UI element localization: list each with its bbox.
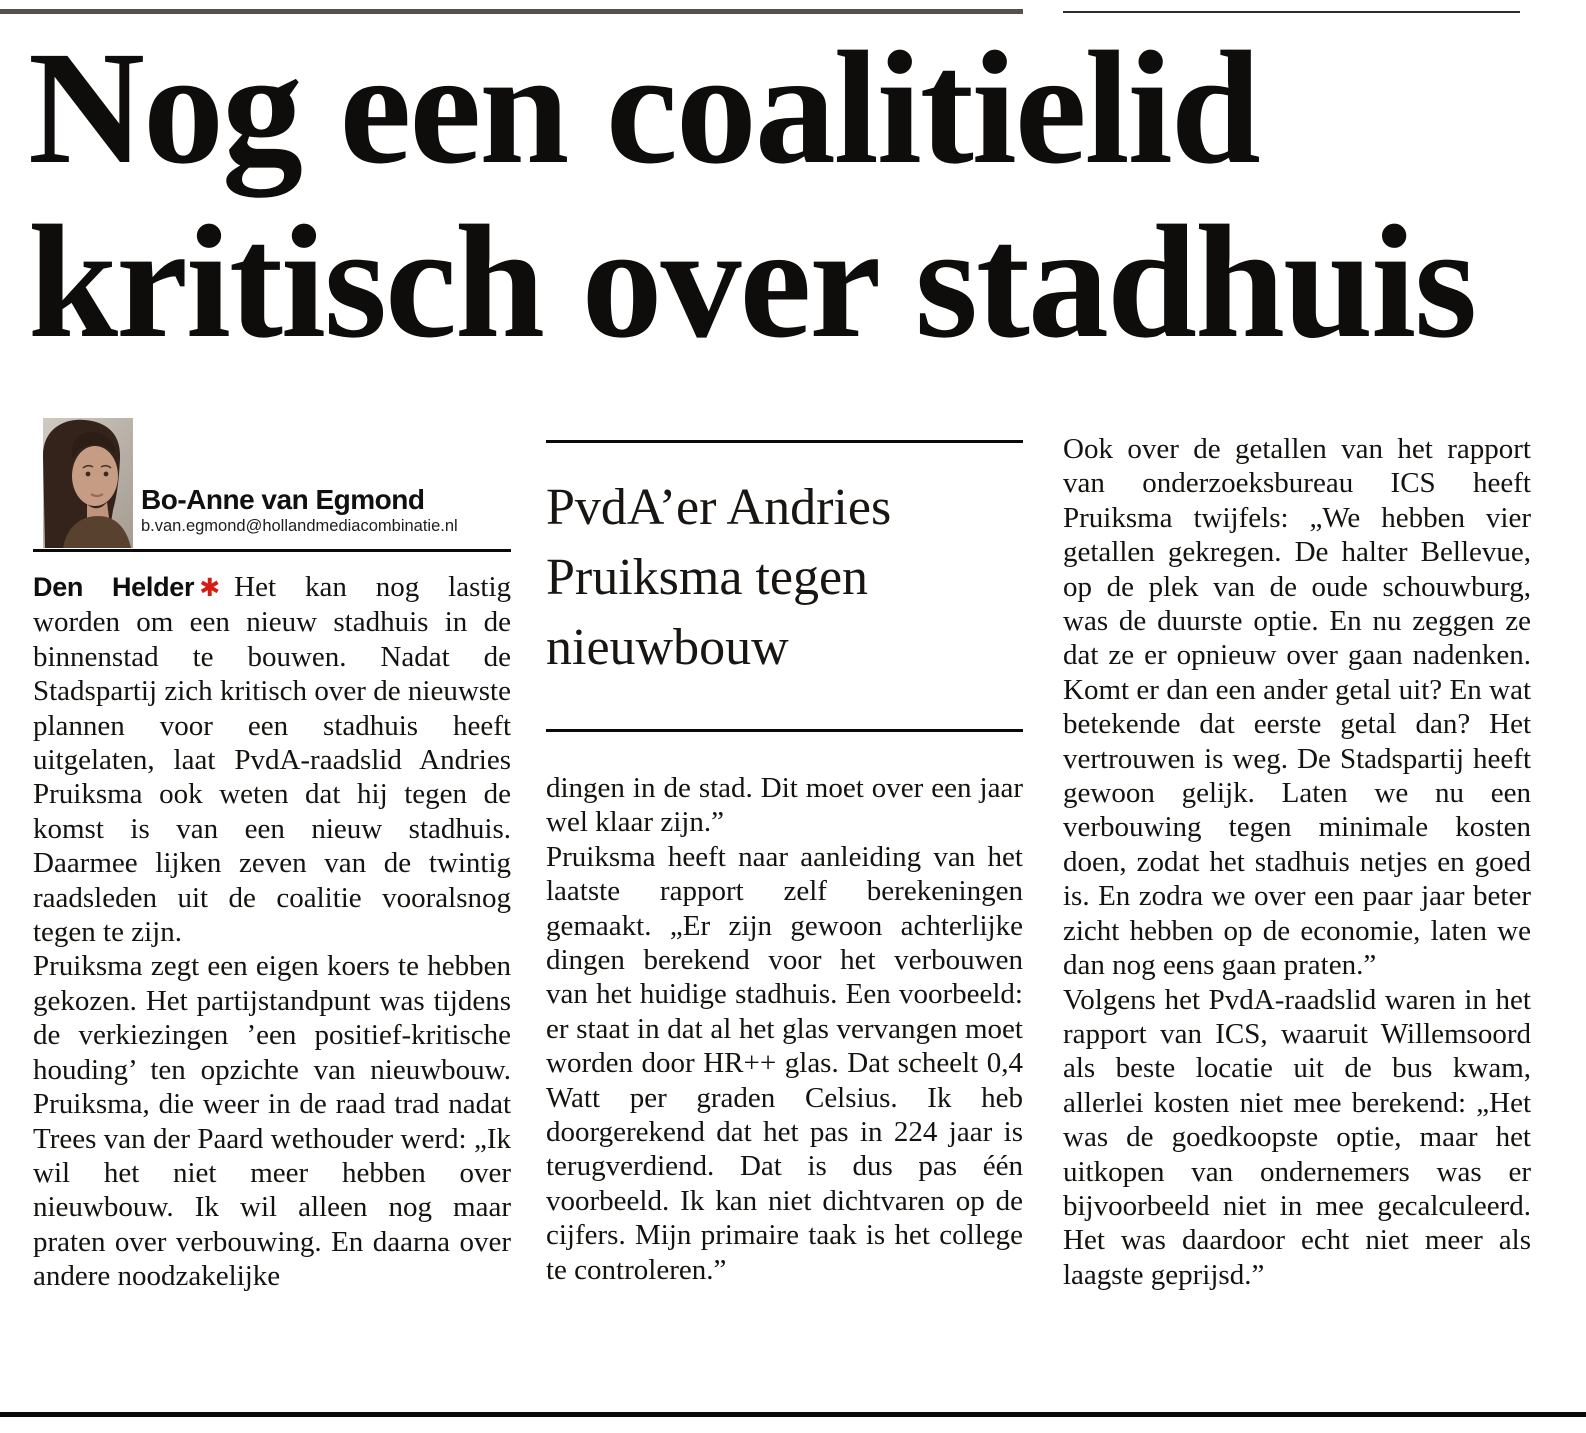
paragraph: Volgens het PvdA-raadslid waren in het rapport van ICS, waaruit Willemsoord als beste locatie uit de bus kwam, allerlei kosten niet mee berekend: „Het was de goedkoopste optie, maar het uitkopen van ondernemers was er bijvoorbeeld niet in mee gecalculeerd. Het was daardoor echt niet meer als laagste geprijsd.” bbox=[1063, 983, 1531, 1291]
author-name: Bo-Anne van Egmond bbox=[141, 484, 425, 515]
top-rule-left bbox=[0, 9, 1023, 14]
column-3 bbox=[1063, 432, 1531, 1292]
headline bbox=[28, 19, 1476, 372]
subhead-rule-top bbox=[546, 440, 1023, 443]
column-2 bbox=[546, 771, 1023, 1287]
dateline-asterisk-icon: ✱ bbox=[199, 573, 221, 602]
headline-line-2: kritisch over stadhuis bbox=[28, 193, 1476, 372]
column-1 bbox=[33, 570, 511, 1294]
paragraph: Ook over de getallen van het rapport van onderzoeksbureau ICS heeft Pruiksma twijfels: „We hebben vier getallen gekregen. De halter Bellevue, op de plek van de oude schouwburg, was de duurste optie. En nu zeggen ze dat ze er opnieuw over gaan nadenken. Komt er dan een ander getal uit? En wat betekende dat eerste getal dan? Het vertrouwen is weg. De Stadspartij heeft gewoon gelijk. Laten we nu een verbouwing tegen minimale kosten doen, zodat het stadhuis netjes en goed is. En zodra we over een paar jaar beter zicht hebben op de economie, laten we dan nog eens gaan praten.” bbox=[1063, 433, 1531, 982]
top-rule-right bbox=[1063, 11, 1520, 13]
paragraph: Pruiksma heeft naar aanleiding van het laatste rapport zelf berekeningen gemaakt. „Er zijn gewoon achterlijke dingen berekend voor het verbouwen van het huidige stadhuis. Een voorbeeld: er staat in dat al het glas vervangen moet worden door HR++ glas. Dat scheelt 0,4 Watt per graden Celsius. Ik heb doorgerekend dat het pas in 224 jaar is terugverdiend. Dat is dus pas één voorbeeld. Ik kan niet dichtvaren op de cijfers. Mijn primaire taak is het college te controleren.” bbox=[546, 840, 1023, 1286]
paragraph-text: Het kan nog lastig worden om een nieuw stadhuis in de binnenstad te bouwen. Nadat de Stadspartij zich kritisch over de nieuwste plannen voor een stadhuis heeft uitgelaten, laat PvdA-raadslid Andries Pruiksma ook weten dat hij tegen de komst is van een nieuw stadhuis. Daarmee lijken zeven van de twintig raadsleden uit de coalitie vooralsnog tegen te zijn. bbox=[33, 571, 511, 949]
paragraph: Pruiksma zegt een eigen koers te hebben gekozen. Het partijstandpunt was tijdens de verkiezingen ’een positief-kritische houding’ ten opzichte van nieuwbouw. Pruiksma, die weer in de raad trad nadat Trees van der Paard wethouder werd: „Ik wil het niet meer hebben over nieuwbouw. Ik wil alleen nog maar praten over verbouwing. En daarna over andere noodzakelijke bbox=[33, 950, 511, 1293]
subheadline: PvdA’er Andries Pruiksma tegen nieuwbouw bbox=[546, 479, 892, 676]
author-email: b.van.egmond@hollandmediacombinatie.nl bbox=[141, 517, 458, 535]
author-portrait-image bbox=[43, 418, 133, 548]
lead-paragraph bbox=[33, 570, 511, 949]
headline-line-1: Nog een coalitielid bbox=[28, 19, 1259, 198]
subhead-rule-bottom bbox=[546, 729, 1023, 732]
paragraph: dingen in de stad. Dit moet over een jaar wel klaar zijn.” bbox=[546, 772, 1023, 839]
dateline: Den Helder bbox=[33, 572, 195, 602]
byline-rule bbox=[33, 549, 511, 552]
author-photo bbox=[43, 418, 133, 548]
bottom-rule bbox=[0, 1412, 1586, 1417]
